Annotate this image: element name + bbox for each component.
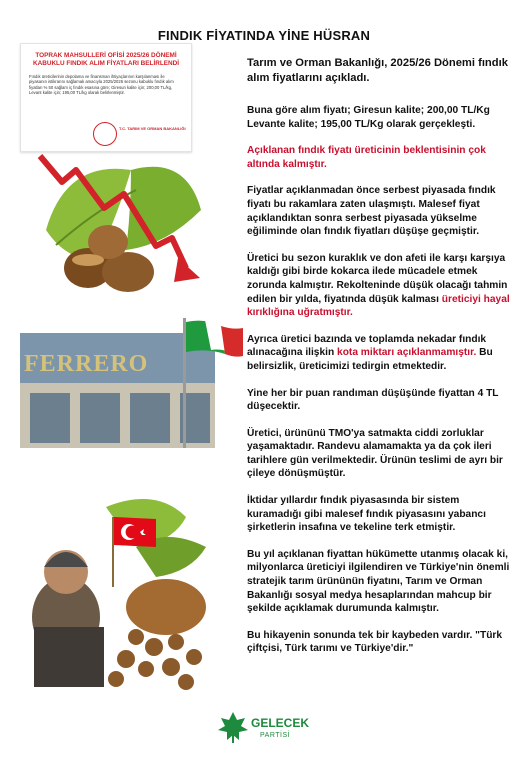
hazelnut-falling-arrow-image [36,150,211,295]
paragraph-7: Yine her bir puan randıman düşüşünde fiyattan 4 TL düşecektir. [247,387,499,413]
paragraph-2: Buna göre alım fiyatı; Giresun kalite; 200,00 TL/Kg Levante kalite; 195,00 TL/Kg olarak gerçekleşti. [247,105,490,130]
paragraph-1: Tarım ve Orman Bakanlığı, 2025/26 Dönemi fındık alım fiyatlarını açıkladı. [247,57,508,84]
paragraph-9: İktidar yıllardır fındık piyasasında bir sistem kuramadığı gibi malesef fındık piyasasını yabancı şirketlerin insafına ve tekeline terk etmiştir. [247,495,486,534]
leaf-logo-icon [217,710,249,744]
paragraph-3-highlight: Açıklanan fındık fiyatı üreticinin beklentisinin çok altında kalmıştır. [247,145,486,170]
paragraph-6 [247,333,512,374]
paragraph-6-highlight: kota miktarı açıklanmamıştır. [337,347,477,359]
paragraph-10: Bu yıl açıklanan fiyattan hükümette utanmış olacak ki, milyonlarca üreticiyi ilgilendiren ve Türkiye'nin önemli stratejik tarım ürününün fiyatını, Tarım ve Orman Bakanlığı sosyal medya hesaplarından mahcup bir şekilde açıklamak durumunda kalmıştır. [247,548,510,615]
notice-heading: TOPRAK MAHSULLERİ OFİSİ 2025/26 DÖNEMİ KABUKLU FINDIK ALIM FİYATLARI BELİRLENDİ [32,52,180,67]
price-notice-image [20,43,192,152]
farmer-with-flag-image [16,477,216,692]
paragraph-4: Fiyatlar açıklanmadan önce serbest piyasada fındık fiyatı bu rakamlara zaten ulaşmıştı. Malesef fiyat açıklandıktan sonra serbest piyasada yükselme eğiliminde olan fındık fiyatları düşüşe geçmiştir. [247,185,496,238]
seal-text: T.C. TARIM VE ORMAN BAKANLIĞI [119,126,186,131]
paragraph-6-text: Ayrıca üretici bazında ve toplamda nekadar fındık alınacağına ilişkin [247,333,487,359]
gelecek-partisi-logo [215,708,325,748]
ministry-seal-icon [93,122,117,146]
notice-body: Fındık üreticilerinin depolama ve finansman ihtiyaçlarının karşılanması ile piyasanın istikrarını sağlamak amacıyla 2025/2026 sezonu kabuklu fındık alım fiyatları % 50 sağlam iç fındık esasına göre; Giresun kalite için; 200,00 TL/kg, Levant kalite için; 195,00 TL/kg olarak belirlenmiştir. [29,74,174,96]
paragraph-5 [247,252,512,320]
page-title: FINDIK FİYATINDA YİNE HÜSRAN [157,28,371,43]
paragraph-5-highlight: üreticiyi hayal kırıklığına uğratmıştır. [247,293,510,319]
paragraph-5-text: Üretici bu sezon kuraklık ve don afeti ile karşı karşıya kaldığı gibi birde kokarca ilede mücadele etmek zorunda kalmıştır. Rekolteninde düşük olacağı tahmin edilen bir yılda, fiyatında düşük kalması [247,252,508,305]
paragraph-11: Bu hikayenin sonunda tek bir kaybeden vardır. "Türk çiftçisi, Türk tarımı ve Türkiye'dir." [247,629,503,655]
ferrero-sign-text: FERRERO [24,351,149,377]
article-body [247,56,512,669]
paragraph-8: Üretici, ürününü TMO'ya satmakta ciddi zorluklar yaşamaktadır. Randevu alamamakta ya da çok ileri tarihlere gün verilmektedir. Ürünün teslimi de ayrı bir çileye dönüşmüştür. [247,427,503,480]
italian-flag-image [175,318,245,448]
paragraph-6-tail: Bu belirsizlik, üreticimizi tedirgin etmektedir. [247,347,493,372]
logo-name: GELECEK [251,716,310,730]
logo-sub: PARTİSİ [260,732,291,739]
